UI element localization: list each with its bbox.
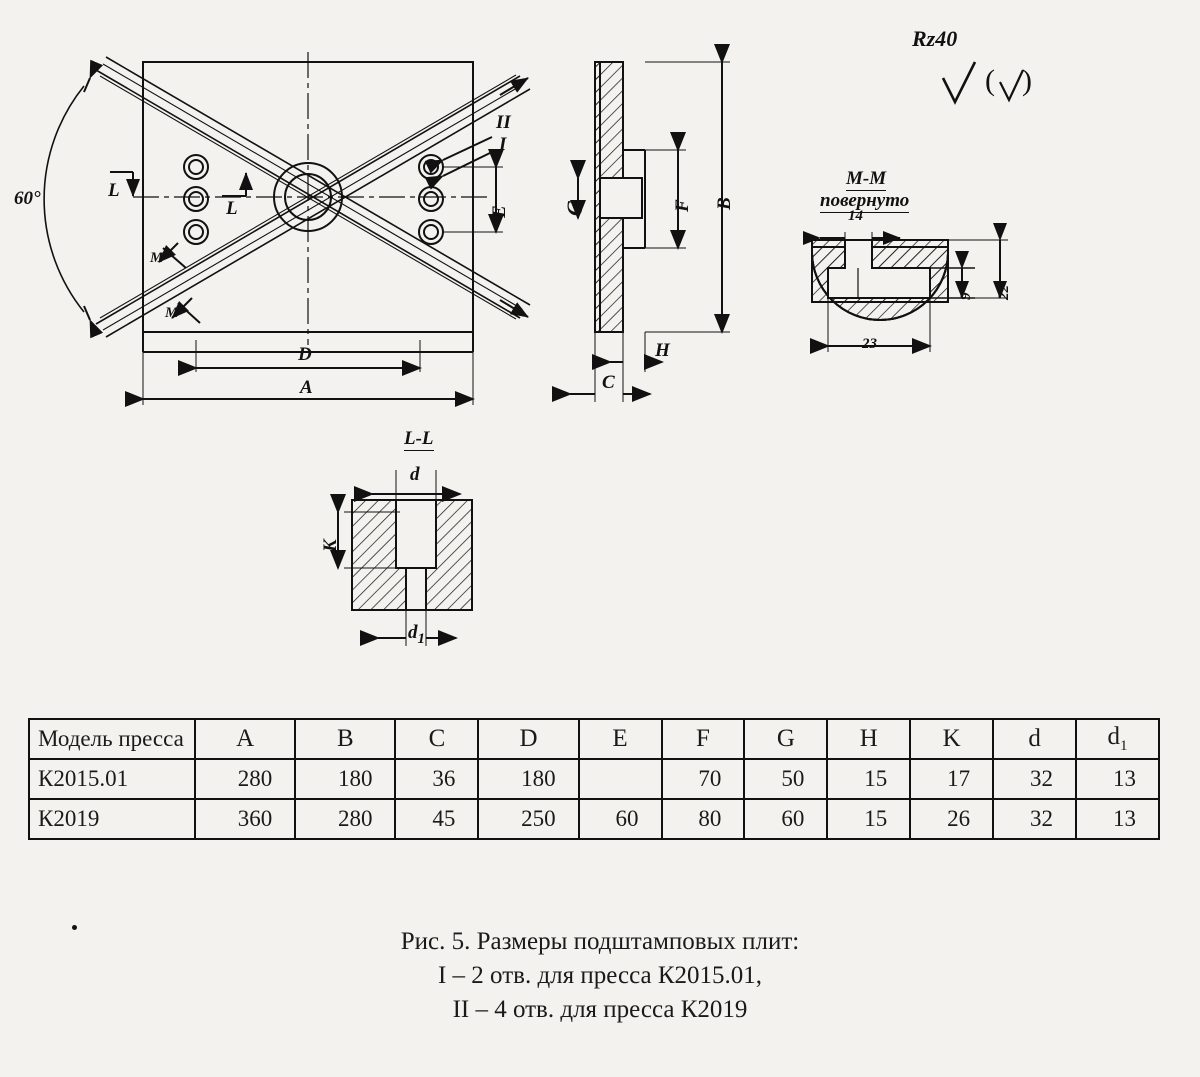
- cell-b: 180: [295, 759, 395, 799]
- dim-label-c: C: [602, 372, 615, 393]
- hole-mark-ii: II: [496, 112, 511, 133]
- cell-e: [579, 759, 662, 799]
- cell-e: 60: [579, 799, 662, 839]
- cell-c: 36: [395, 759, 478, 799]
- roughness-bracket-right: ): [1022, 64, 1032, 97]
- cell-d-small: 32: [993, 759, 1076, 799]
- table-row: [29, 759, 1159, 799]
- dim-label-a: A: [300, 377, 313, 398]
- col-header-c: C: [395, 719, 478, 759]
- dim-label-g: G: [562, 200, 587, 216]
- col-header-e: E: [579, 719, 662, 759]
- caption-note-1: I – 2 отв. для пресса К2015.01,: [437, 961, 763, 989]
- roughness-bracket-left: (: [985, 64, 995, 97]
- col-header-d-small: d: [993, 719, 1076, 759]
- cell-g: 50: [744, 759, 827, 799]
- section-mm-subtitle: повернуто: [820, 190, 910, 211]
- dim-label-k: K: [320, 539, 341, 552]
- cell-model: К2015.01: [29, 759, 195, 799]
- cell-a: 280: [195, 759, 295, 799]
- dimensions-table: [28, 718, 1160, 840]
- cell-k: 26: [910, 799, 993, 839]
- dim-label-d1: $d_1$: [408, 622, 425, 647]
- dim-label-e: E: [489, 205, 510, 218]
- mm-dim-22: 22: [996, 285, 1012, 300]
- cell-d1: 13: [1076, 759, 1159, 799]
- dim-label-f: F: [672, 199, 693, 212]
- cell-d-small: 32: [993, 799, 1076, 839]
- section-ll-title: L-L: [404, 428, 434, 449]
- cell-c: 45: [395, 799, 478, 839]
- table-row: [29, 799, 1159, 839]
- col-header-d1: $d_1$: [1076, 719, 1159, 759]
- col-header-k: K: [910, 719, 993, 759]
- section-mark-l-left: L: [108, 180, 120, 201]
- cell-f: 80: [662, 799, 745, 839]
- cell-b: 280: [295, 799, 395, 839]
- cell-model: К2019: [29, 799, 195, 839]
- col-header-g: G: [744, 719, 827, 759]
- col-header-b: B: [295, 719, 395, 759]
- mm-dim-23: 23: [862, 336, 877, 352]
- figure-caption: [0, 925, 1200, 1026]
- section-mm-title: М-М: [846, 168, 887, 189]
- col-header-d: D: [478, 719, 578, 759]
- dimensions-table-wrapper: [28, 718, 1160, 840]
- dim-label-b: B: [714, 197, 735, 210]
- roughness-label: Rz40: [912, 26, 958, 51]
- cell-d: 250: [478, 799, 578, 839]
- cell-a: 360: [195, 799, 295, 839]
- dim-label-h: H: [655, 340, 670, 361]
- cell-d: 180: [478, 759, 578, 799]
- col-header-model: Модель пресса: [29, 719, 195, 759]
- table-header-row: [29, 719, 1159, 759]
- cell-h: 15: [827, 759, 910, 799]
- mm-dim-9: 9: [958, 292, 974, 300]
- hole-mark-i: I: [499, 134, 507, 155]
- cell-d1: 13: [1076, 799, 1159, 839]
- cell-k: 17: [910, 759, 993, 799]
- dim-label-d: D: [298, 344, 312, 365]
- col-header-h: H: [827, 719, 910, 759]
- dim-label-d-small: d: [410, 464, 420, 485]
- cell-h: 15: [827, 799, 910, 839]
- cell-f: 70: [662, 759, 745, 799]
- caption-note-2: II – 4 отв. для пресса К2019: [452, 995, 748, 1023]
- section-mark-m-lower: М: [165, 305, 179, 321]
- cell-g: 60: [744, 799, 827, 839]
- mm-dim-14: 14: [848, 208, 863, 224]
- section-mark-m-upper: М: [150, 250, 164, 266]
- col-header-f: F: [662, 719, 745, 759]
- section-mark-l-right: L: [226, 198, 238, 219]
- caption-title: Рис. 5. Размеры подштамповых плит:: [400, 928, 800, 955]
- angle-label: 60°: [14, 188, 41, 209]
- col-header-a: A: [195, 719, 295, 759]
